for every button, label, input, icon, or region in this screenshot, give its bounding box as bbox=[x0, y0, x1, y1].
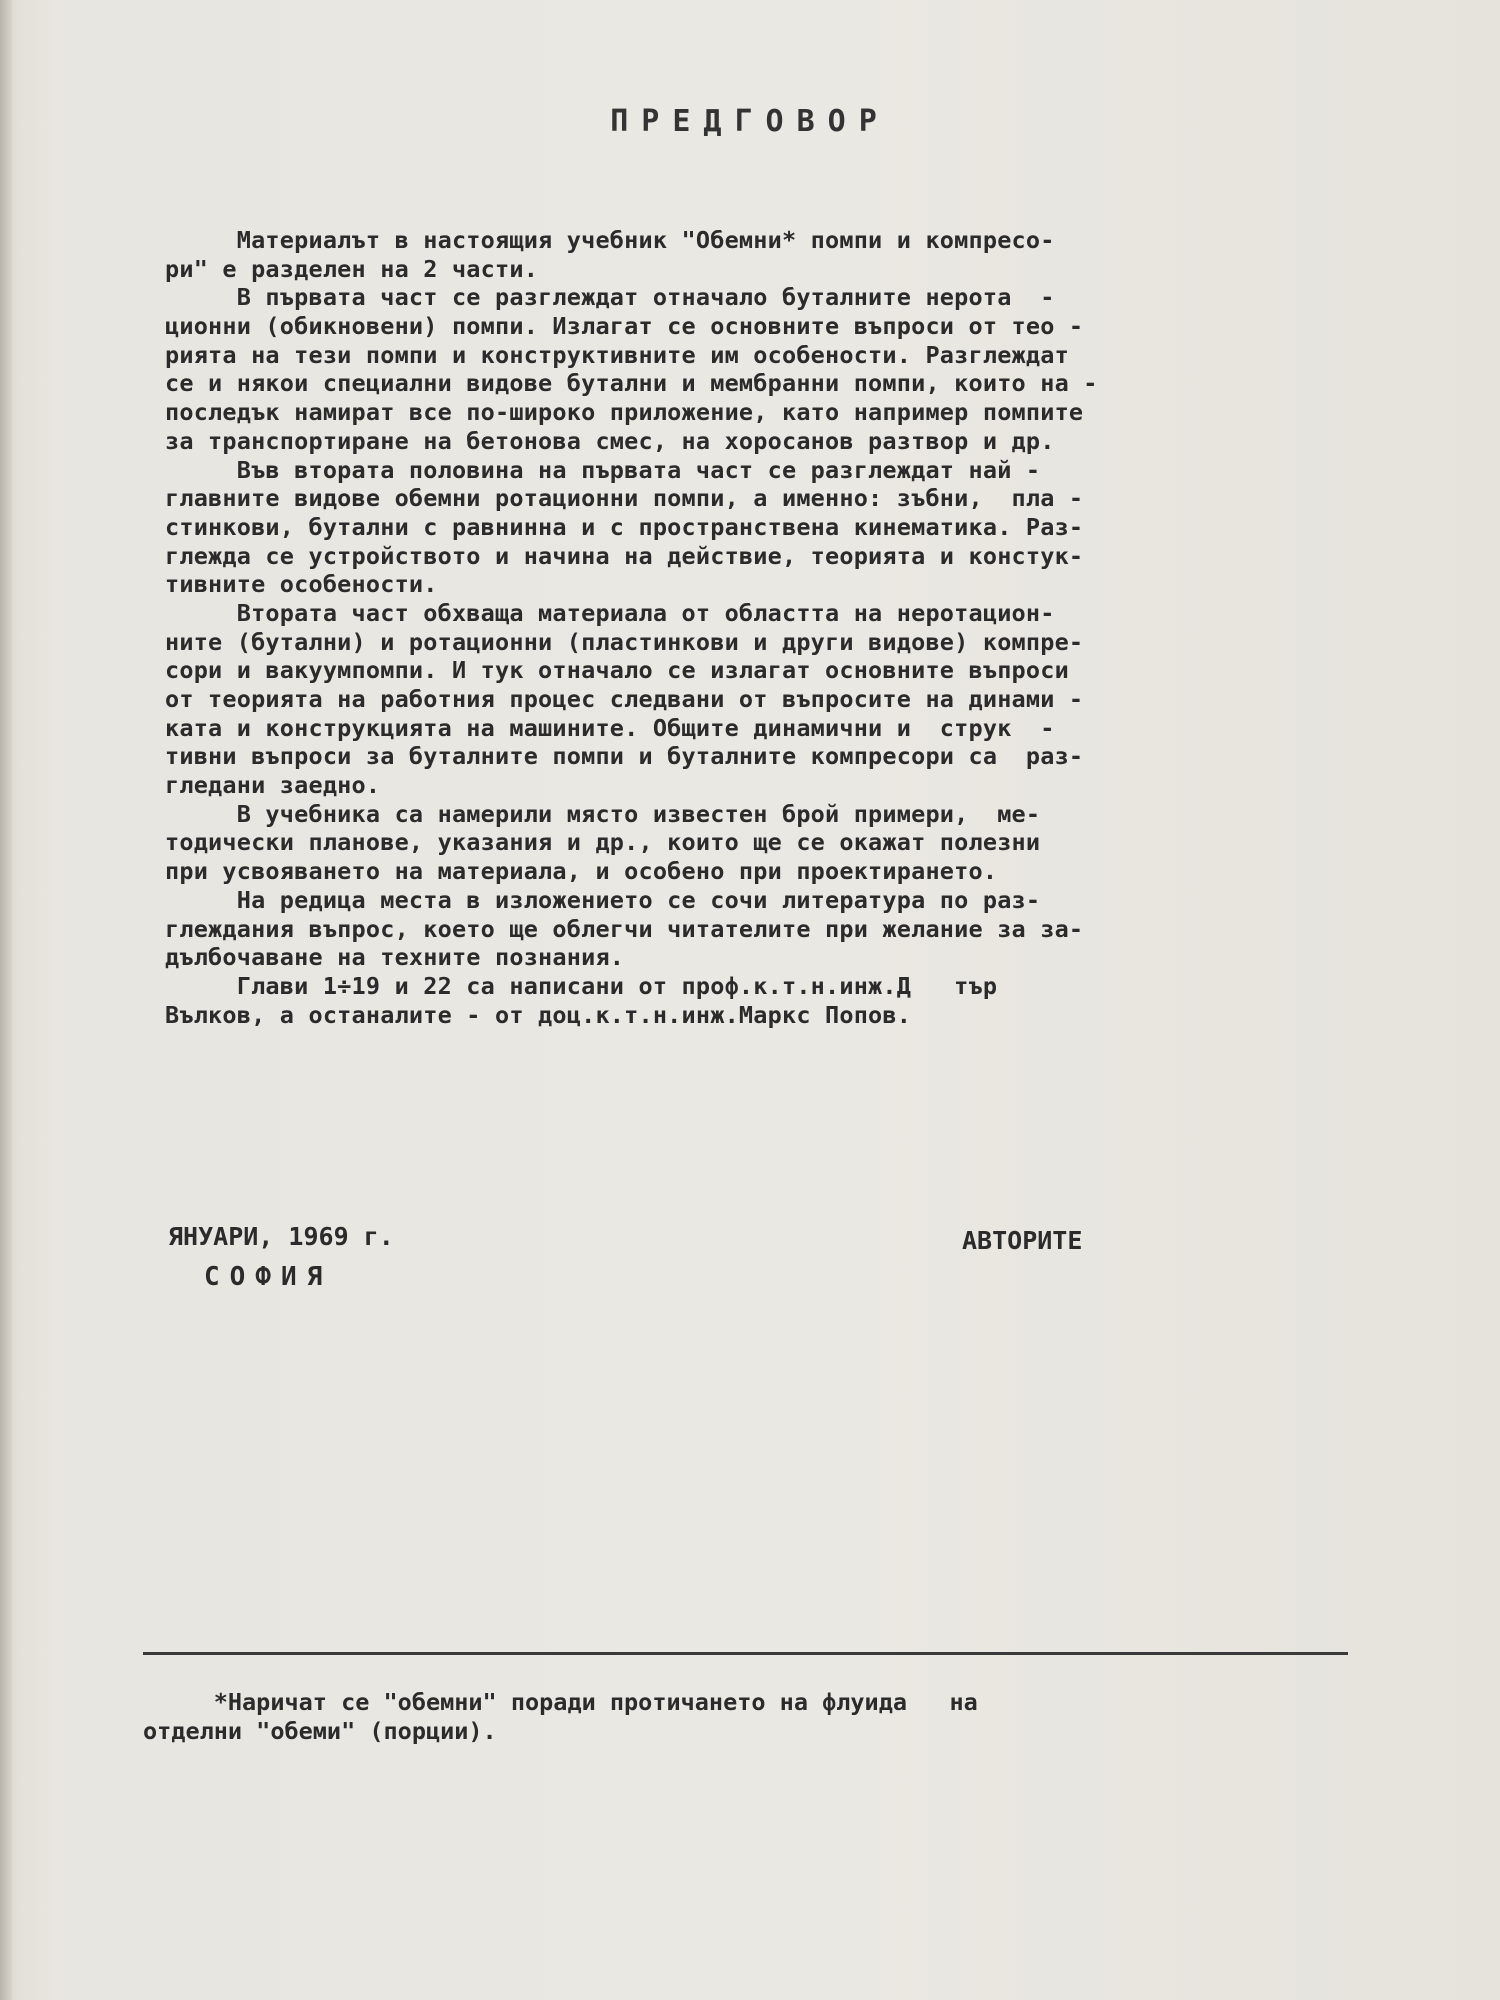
body-text-line: гледани заедно. bbox=[165, 771, 381, 800]
body-text-line: тодически планове, указания и др., които ще се окажат полезни bbox=[165, 828, 1041, 857]
preface-body bbox=[165, 226, 1365, 1029]
body-text-line: На редица места в изложението се сочи литература по раз- bbox=[165, 885, 1041, 914]
page-spine-shadow bbox=[0, 0, 12, 2000]
body-text-line: Втората част обхваща материала от областта на неротацион- bbox=[165, 598, 1055, 627]
body-text-line: Глави 1÷19 и 22 са написани от проф.к.т.н.инж.Д тър bbox=[165, 971, 998, 1000]
body-text-line: тивни въпроси за буталните помпи и буталните компресори са раз- bbox=[165, 742, 1084, 771]
body-text-line: рията на тези помпи и конструктивните им особености. Разглеждат bbox=[165, 340, 1069, 369]
body-text-line: ционни (обикновени) помпи. Излагат се основните въпроси от тео - bbox=[165, 312, 1084, 341]
footnote-divider bbox=[143, 1652, 1348, 1655]
body-text-line: сори и вакуумпомпи. И тук отначало се излагат основните въпроси bbox=[165, 656, 1069, 685]
body-text-line: ката и конструкцията на машините. Общите динамични и струк - bbox=[165, 713, 1055, 742]
footnote-line: *Наричат се "обемни" поради протичането на флуида на bbox=[143, 1688, 978, 1716]
city-line: СОФИЯ bbox=[204, 1262, 333, 1292]
body-text-line: Вълков, а останалите - от доц.к.т.н.инж.Маркс Попов. bbox=[165, 1000, 912, 1029]
date-line: ЯНУАРИ, 1969 г. bbox=[168, 1222, 394, 1251]
body-text-line: ните (бутални) и ротационни (пластинкови и други видове) компре- bbox=[165, 627, 1084, 656]
body-text-line: ри" е разделен на 2 части. bbox=[165, 254, 539, 283]
body-text-line: тивните особености. bbox=[165, 570, 438, 599]
signature-line: АВТОРИТЕ bbox=[962, 1226, 1083, 1255]
body-text-line: стинкови, бутални с равнинна и с пространствена кинематика. Раз- bbox=[165, 512, 1084, 541]
body-text-line: В първата част се разглеждат отначало буталните нерота - bbox=[165, 283, 1055, 312]
body-text-line: за транспортиране на бетонова смес, на хоросанов разтвор и др. bbox=[165, 426, 1055, 455]
body-text-line: Материалът в настоящия учебник "Обемни* помпи и компресо- bbox=[165, 226, 1055, 254]
body-text-line: последък намират все по-широко приложение, като например помпите bbox=[165, 398, 1084, 427]
body-text-line: главните видове обемни ротационни помпи, а именно: зъбни, пла - bbox=[165, 484, 1084, 513]
body-text-line: глеждания въпрос, което ще облегчи читателите при желание за за- bbox=[165, 914, 1084, 943]
body-text-line: при усвояването на материала, и особено при проектирането. bbox=[165, 857, 998, 886]
footnote bbox=[143, 1688, 1343, 1746]
body-text-line: се и някои специални видове бутални и мембранни помпи, които на - bbox=[165, 369, 1098, 398]
body-text-line: дълбочаване на техните познания. bbox=[165, 943, 625, 972]
body-text-line: В учебника са намерили място известен брой примери, ме- bbox=[165, 799, 1041, 828]
footnote-line: отделни "обеми" (порции). bbox=[143, 1717, 497, 1745]
body-text-line: от теорията на работния процес следвани от въпросите на динами - bbox=[165, 685, 1084, 713]
body-text-line: глежда се устройството и начина на действие, теорията и констук- bbox=[165, 541, 1084, 570]
page-title: ПРЕДГОВОР bbox=[610, 104, 890, 139]
body-text-line: Във втората половина на първата част се разглеждат най - bbox=[165, 455, 1041, 484]
